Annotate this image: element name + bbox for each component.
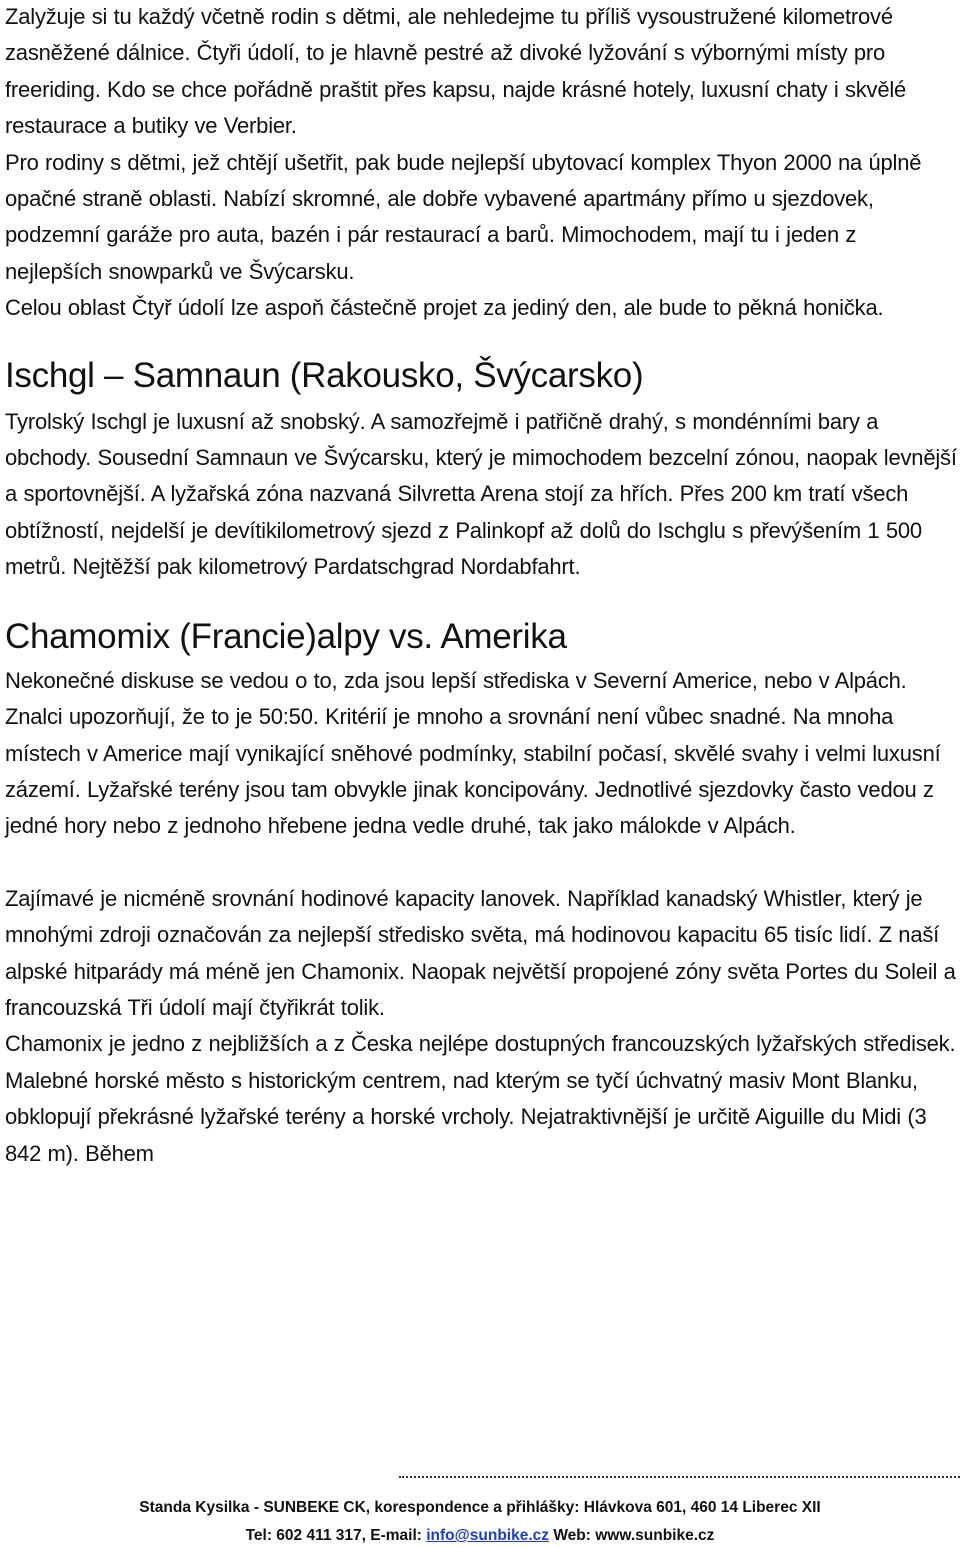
footer-phone: Tel: 602 411 317, E-mail: <box>245 1527 427 1544</box>
chamonix-paragraph-1: Nekonečné diskuse se vedou o to, zda jsou lepší střediska v Severní Americe, nebo v Alpách. Znalci upozorňují, že to je 50:50. Kritérií je mnoho a srovnání není vůbec snadné. Na mnoha místech v Americe mají vynikající sněhové podmínky, stabilní počasí, skvělé svahy i velmi luxusní zázemí. Lyžařské terény jsou tam obvykle jinak koncipovány. Jednotlivé sjezdovky často vedou z jedné hory nebo z jednoho hřebene jedna vedle druhé, tak jako málokde v Alpách. <box>5 667 941 839</box>
document-body <box>5 0 957 1172</box>
footer-email-link[interactable]: info@sunbike.cz <box>426 1527 550 1544</box>
ischgl-paragraph: Tyrolský Ischgl je luxusní až snobský. A samozřejmě i patřičně drahý, s mondénními bary a obchody. Sousední Samnaun ve Švýcarsku, který je mimochodem bezcelní zónou, naopak levnější a sportovnější. A lyžařská zóna nazvaná Silvretta Arena stojí za hřích. Přes 200 km tratí všech obtížností, nejdelší je devítikilometrový sjezd z Palinkopf až dolů do Ischglu s převýšením 1 500 metrů. Nejtěžší pak kilometrový Pardatschgrad Nordabfahrt. <box>5 408 957 580</box>
footer-contact <box>0 1527 960 1545</box>
footer-address: Standa Kysilka - SUNBEKE CK, korespondence a přihlášky: Hlávkova 601, 460 14 Liberec XII <box>139 1499 821 1516</box>
intro-paragraph-2: Pro rodiny s dětmi, jež chtějí ušetřit, pak bude nejlepší ubytovací komplex Thyon 2000 na úplně opačné straně oblasti. Nabízí skromné, ale dobře vybavené apartmány přímo u sjezdovek, podzemní garáže pro auta, bazén i pár restaurací a barů. Mimochodem, mají tu i jeden z nejlepších snowparků ve Švýcarsku. <box>5 149 922 284</box>
chamonix-heading: Chamomix (Francie)alpy vs. Amerika <box>5 616 567 656</box>
ischgl-heading: Ischgl – Samnaun (Rakousko, Švýcarsko) <box>5 355 644 395</box>
paragraph-gap <box>5 845 957 881</box>
chamonix-paragraph-2: Zajímavé je nicméně srovnání hodinové kapacity lanovek. Například kanadský Whistler, který je mnohými zdroji označován za nejlepší středisko světa, má hodinovou kapacitu 65 tisíc lidí. Z naší alpské hitparády má méně jen Chamonix. Naopak největší propojené zóny světa Portes du Soleil a francouzská Tři údolí mají čtyřikrát tolik. <box>5 885 956 1020</box>
intro-paragraph-1: Zalyžuje si tu každý včetně rodin s dětmi, ale nehledejme tu příliš vysoustružené kilometrové zasněžené dálnice. Čtyři údolí, to je hlavně pestré až divoké lyžování s výbornými místy pro freeriding. Kdo se chce pořádně praštit přes kapsu, najde krásné hotely, luxusní chaty i skvělé restaurace a butiky ve Verbier. <box>5 4 907 139</box>
footer-web: Web: www.sunbike.cz <box>549 1527 715 1544</box>
chamonix-paragraph-3: Chamonix je jedno z nejbližších a z Česka nejlépe dostupných francouzských lyžařských středisek. Malebné horské město s historickým centrem, nad kterým se tyčí úchvatný masiv Mont Blanku, obklopují překrásné lyžařské terény a horské vrcholy. Nejatraktivnější je určitě Aiguille du Midi (3 842 m). Během <box>5 1031 956 1166</box>
intro-paragraph-3: Celou oblast Čtyř údolí lze aspoň částečně projet za jediný den, ale bude to pěkná honička. <box>5 295 884 321</box>
footer-dotted-rule <box>399 1476 960 1480</box>
